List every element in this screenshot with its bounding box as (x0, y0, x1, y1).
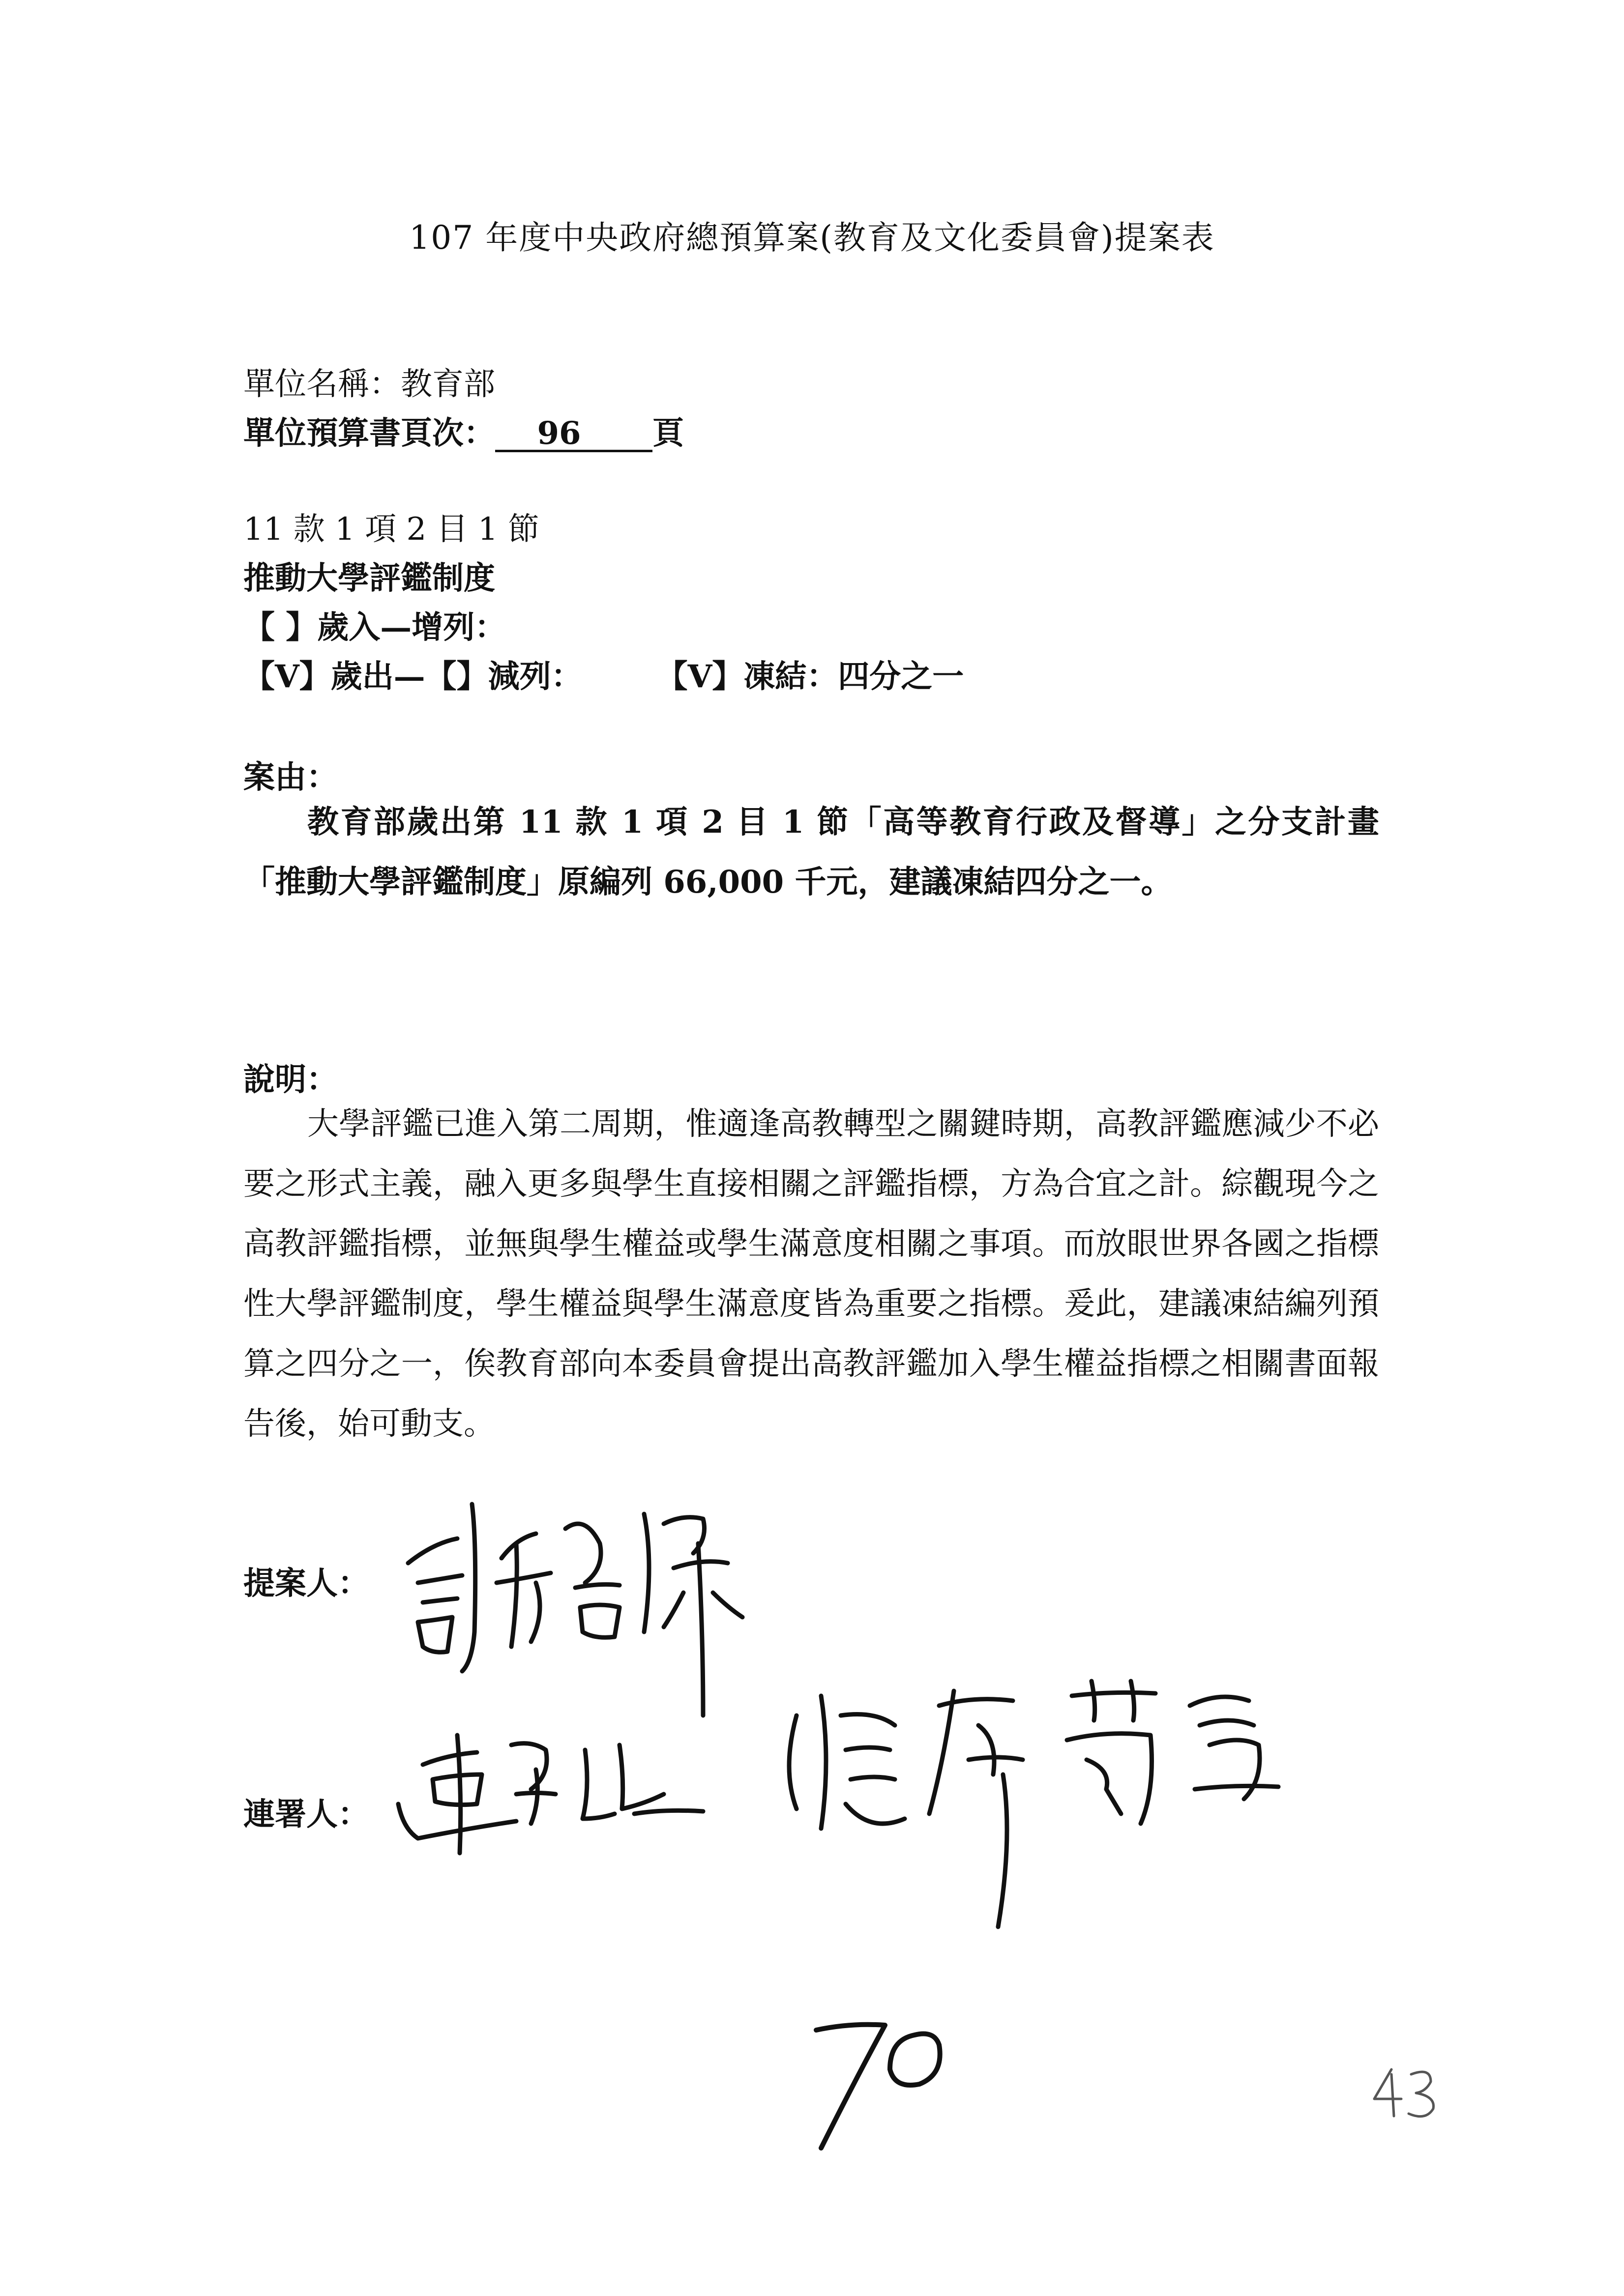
cosigner-signature-1 (388, 1706, 752, 1873)
unit-page-suffix: 頁 (652, 415, 684, 452)
unit-page-line (243, 408, 684, 453)
proposer-label: 提案人： (243, 1565, 369, 1602)
expense-reduce: 【V】歲出—【】減列： (243, 658, 583, 695)
expense-freeze: 【V】凍結：四分之一 (656, 658, 964, 695)
handwritten-number (797, 1996, 964, 2158)
form-title: 107 年度中央政府總預算案(教育及文化委員會)提案表 (409, 219, 1215, 257)
unit-page-underline (623, 417, 652, 452)
section-name: 推動大學評鑑制度 (243, 560, 495, 597)
explanation-text: 大學評鑑已進入第二周期，惟適逢高教轉型之關鍵時期，高教評鑑應減少不必要之形式主義，融入更多與學生直接相關之評鑑指標，方為合宜之計。綜觀現今之高教評鑑指標，並無與學生權益或學生滿意度相關之事項。而放眼世界各國之指標性大學評鑑制度，學生權益與學生滿意度皆為重要之指標。爰此，建議凍結編列預算之四分之一，俟教育部向本委員會提出高教評鑑加入學生權益指標之相關書面報告後，始可動支。 (243, 1106, 1379, 1442)
unit-page-label: 單位預算書頁次： (243, 415, 495, 452)
cosigner-signature-2 (767, 1661, 1337, 1947)
proposer-signature (388, 1484, 772, 1740)
page-number-mark (1367, 2060, 1446, 2123)
reason-text: 教育部歲出第 11 款 1 項 2 目 1 節「高等教育行政及督導」之分支計畫「推動大學評鑑制度」原編列 66,000 千元，建議凍結四分之一。 (243, 804, 1379, 901)
expense-line (243, 651, 964, 697)
unit-name-label: 單位名稱： (243, 366, 401, 403)
reason-heading: 案由： (243, 759, 338, 796)
unit-name-line (243, 359, 495, 404)
section-code: 11 款 1 項 2 目 1 節 (243, 511, 539, 548)
unit-name-value: 教育部 (401, 366, 495, 403)
unit-page-value: 96 (495, 417, 623, 452)
cosigner-label: 連署人： (243, 1796, 369, 1833)
revenue-line: 【 】歲入—增列： (243, 609, 506, 646)
explanation-heading: 說明： (243, 1061, 338, 1098)
